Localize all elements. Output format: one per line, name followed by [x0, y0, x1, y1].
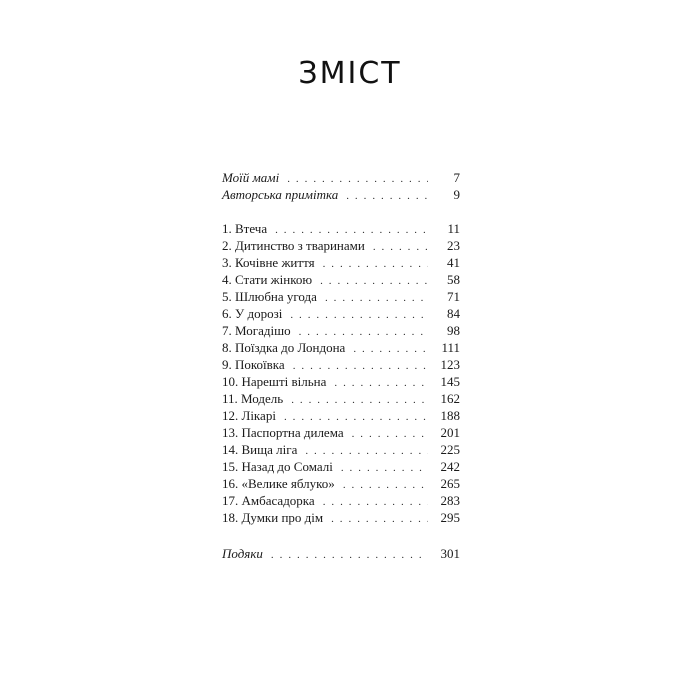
toc-entry — [222, 407, 460, 424]
toc-entry-label: 14. Вища ліга — [222, 442, 298, 457]
toc-entry — [222, 220, 460, 237]
toc-entry-label: 16. «Велике яблуко» — [222, 476, 335, 491]
toc-entry — [222, 254, 460, 271]
toc-entry-page: 225 — [440, 442, 460, 457]
toc-entry — [222, 441, 460, 458]
toc-entry-page: 295 — [440, 510, 460, 525]
toc-entry-label: Моїй мамі — [222, 170, 280, 185]
toc-entry-page: 9 — [453, 187, 460, 202]
toc-entry-page: 242 — [440, 459, 460, 474]
dot-leader — [352, 426, 428, 443]
toc-entry-label: 15. Назад до Сомалі — [222, 459, 333, 474]
toc-entry — [222, 288, 460, 305]
toc-entry-label: 2. Дитинство з тваринами — [222, 238, 365, 253]
toc-entry-page: 84 — [447, 306, 460, 321]
toc-entry-label: 9. Покоївка — [222, 357, 285, 372]
toc-entry — [222, 373, 460, 390]
toc-entry-label: 8. Поїздка до Лондона — [222, 340, 346, 355]
toc-entry-page: 162 — [440, 391, 460, 406]
dot-leader — [290, 307, 428, 324]
toc-entry-page: 11 — [447, 221, 460, 236]
toc-entry-page: 58 — [447, 272, 460, 287]
toc-entry-label: 4. Стати жінкою — [222, 272, 313, 287]
toc-entry-label: 1. Втеча — [222, 221, 268, 236]
toc-entry-page: 98 — [447, 323, 460, 338]
toc-entry-page: 7 — [453, 170, 460, 185]
toc-entry-label: 5. Шлюбна угода — [222, 289, 317, 304]
toc-entry — [222, 271, 460, 288]
toc-entry-page: 188 — [440, 408, 460, 423]
dot-leader — [353, 341, 428, 358]
dot-leader — [325, 290, 428, 307]
toc-entry-page: 123 — [440, 357, 460, 372]
dot-leader — [271, 547, 428, 564]
section-gap — [222, 203, 460, 220]
toc-entry-page: 283 — [440, 493, 460, 508]
toc-entry-label: Авторська примітка — [222, 187, 339, 202]
dot-leader — [341, 460, 428, 477]
toc-entry-page: 145 — [440, 374, 460, 389]
toc-entry-label: 12. Лікарі — [222, 408, 276, 423]
toc-entry-page: 265 — [440, 476, 460, 491]
toc-entry — [222, 509, 460, 526]
toc-entry — [222, 492, 460, 509]
toc-entry-label: 10. Нарешті вільна — [222, 374, 327, 389]
toc-entry — [222, 390, 460, 407]
section-gap — [222, 526, 460, 545]
toc-entry — [222, 424, 460, 441]
toc-entry-label: 17. Амбасадорка — [222, 493, 315, 508]
dot-leader — [373, 239, 428, 256]
dot-leader — [334, 375, 428, 392]
toc-entry — [222, 475, 460, 492]
toc-entry-page: 301 — [440, 546, 460, 561]
dot-leader — [323, 256, 428, 273]
toc-entry — [222, 237, 460, 254]
toc-entry-label: 6. У дорозі — [222, 306, 283, 321]
toc-entry — [222, 186, 460, 203]
dot-leader — [323, 494, 428, 511]
dot-leader — [331, 511, 428, 528]
toc-entry-label: 3. Кочівне життя — [222, 255, 315, 270]
dot-leader — [320, 273, 428, 290]
toc-entry — [222, 305, 460, 322]
toc-entry — [222, 322, 460, 339]
table-of-contents — [222, 169, 460, 562]
toc-entry-page: 23 — [447, 238, 460, 253]
toc-entry — [222, 169, 460, 186]
chapter-list — [222, 220, 460, 526]
toc-entry-label: 11. Модель — [222, 391, 284, 406]
toc-entry-page: 41 — [447, 255, 460, 270]
page-title: ЗМІСТ — [298, 56, 402, 91]
toc-entry-page: 111 — [441, 340, 460, 355]
toc-entry — [222, 545, 460, 562]
dot-leader — [291, 392, 428, 409]
toc-entry-label: 13. Паспортна дилема — [222, 425, 344, 440]
toc-entry-label: 18. Думки про дім — [222, 510, 324, 525]
toc-entry-label: Подяки — [222, 546, 263, 561]
toc-entry-page: 201 — [440, 425, 460, 440]
dot-leader — [346, 188, 428, 205]
toc-entry — [222, 458, 460, 475]
toc-entry — [222, 356, 460, 373]
toc-entry-label: 7. Могадішо — [222, 323, 291, 338]
dot-leader — [343, 477, 428, 494]
toc-entry — [222, 339, 460, 356]
toc-entry-page: 71 — [447, 289, 460, 304]
